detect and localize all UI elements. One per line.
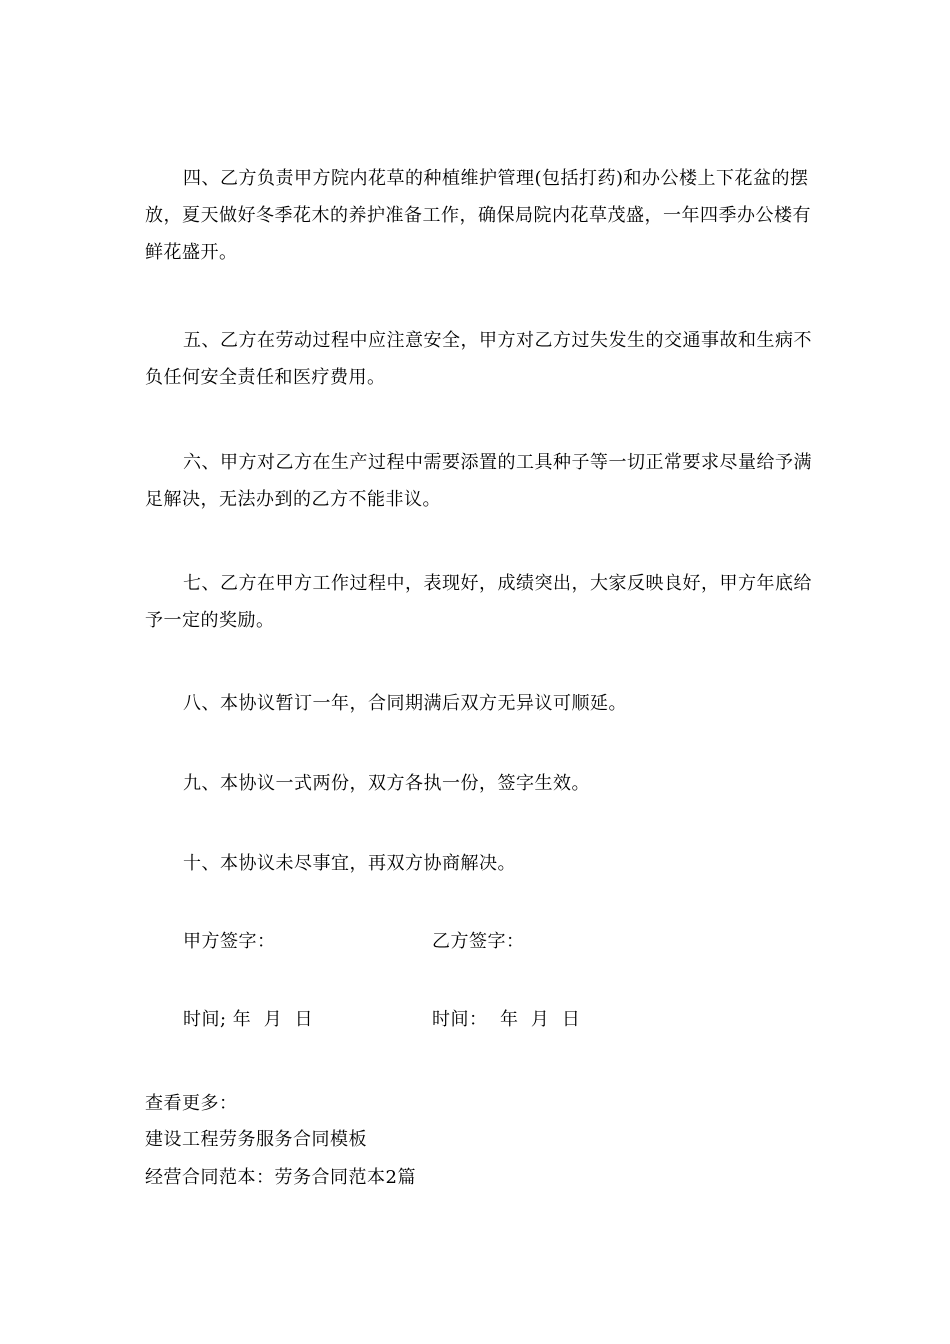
clause-6: 六、甲方对乙方在生产过程中需要添置的工具种子等一切正常要求尽量给予满足解决，无法办到的乙方不能非议。 [145,452,812,510]
clause-4: 四、乙方负责甲方院内花草的种植维护管理(包括打药)和办公楼上下花盆的摆放，夏天做好冬季花木的养护准备工作，确保局院内花草茂盛，一年四季办公楼有鲜花盛开。 [145,168,811,263]
party-b-date-label: 时间： 年 月 日 [432,1009,581,1030]
see-more-heading: 查看更多： [145,1093,238,1114]
related-link-construction-labor[interactable]: 建设工程劳务服务合同模板 [145,1129,367,1150]
clause-10: 十、本协议未尽事宜，再双方协商解决。 [183,853,516,874]
related-link-labor-contract[interactable]: 经营合同范本：劳务合同范本2篇 [145,1167,416,1188]
party-a-date-label: 时间; 年 月 日 [183,1009,314,1030]
party-a-signature-label: 甲方签字： [183,931,276,952]
clause-7: 七、乙方在甲方工作过程中，表现好，成绩突出，大家反映良好，甲方年底给予一定的奖励。 [145,573,812,631]
party-b-signature-label: 乙方签字： [432,931,525,952]
clause-9: 九、本协议一式两份，双方各执一份，签字生效。 [183,773,590,794]
clause-5: 五、乙方在劳动过程中应注意安全，甲方对乙方过失发生的交通事故和生病不负任何安全责任和医疗费用。 [145,330,812,388]
clause-8: 八、本协议暂订一年，合同期满后双方无异议可顺延。 [183,693,627,714]
